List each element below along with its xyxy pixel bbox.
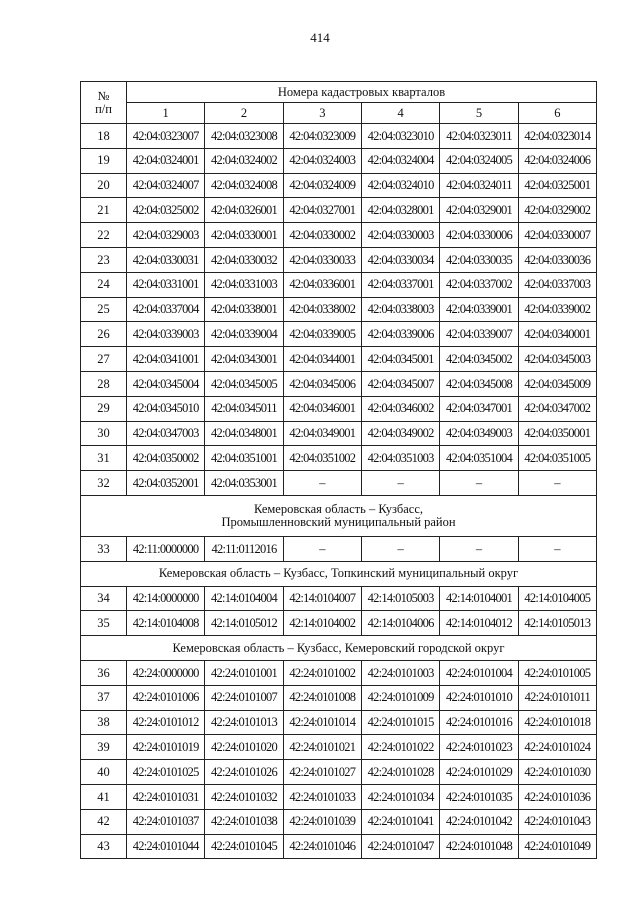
cadastral-quarter-cell: 42:04:0329002 <box>518 198 596 223</box>
cadastral-quarter-cell: 42:04:0345009 <box>518 371 596 396</box>
cadastral-quarter-cell: 42:14:0000000 <box>127 586 205 611</box>
cadastral-quarter-cell: 42:04:0345008 <box>440 371 518 396</box>
cadastral-quarter-cell: 42:04:0345003 <box>518 347 596 372</box>
cadastral-quarter-cell: 42:04:0337004 <box>127 297 205 322</box>
cadastral-quarter-cell: 42:04:0337003 <box>518 272 596 297</box>
cadastral-quarter-cell: 42:24:0101006 <box>127 685 205 710</box>
cadastral-quarter-cell: 42:24:0101029 <box>440 760 518 785</box>
row-number-cell: 25 <box>81 297 127 322</box>
cadastral-quarter-cell: 42:04:0323009 <box>283 124 361 149</box>
cadastral-quarter-cell: 42:04:0339005 <box>283 322 361 347</box>
cadastral-quarter-cell: 42:14:0105012 <box>205 611 283 636</box>
cadastral-quarter-cell: 42:24:0101019 <box>127 735 205 760</box>
cadastral-quarter-cell: 42:04:0351005 <box>518 446 596 471</box>
cadastral-quarter-cell: 42:04:0330003 <box>361 223 439 248</box>
cadastral-quarter-cell: 42:04:0337001 <box>361 272 439 297</box>
cadastral-quarter-cell: 42:04:0324004 <box>361 148 439 173</box>
cadastral-quarter-cell: 42:04:0341001 <box>127 347 205 372</box>
cadastral-quarter-cell: 42:04:0338001 <box>205 297 283 322</box>
cadastral-quarter-cell: 42:24:0101018 <box>518 710 596 735</box>
cadastral-quarter-cell: 42:04:0324011 <box>440 173 518 198</box>
cadastral-quarter-cell: 42:14:0104007 <box>283 586 361 611</box>
table-row <box>81 536 597 561</box>
cadastral-quarter-cell: 42:04:0330007 <box>518 223 596 248</box>
cadastral-quarter-cell: 42:14:0104008 <box>127 611 205 636</box>
cadastral-quarter-cell: 42:04:0345002 <box>440 347 518 372</box>
cadastral-quarter-cell: 42:04:0345006 <box>283 371 361 396</box>
cadastral-quarter-cell: 42:04:0324006 <box>518 148 596 173</box>
cadastral-quarter-cell: 42:04:0351001 <box>205 446 283 471</box>
cadastral-quarter-cell: 42:04:0345011 <box>205 396 283 421</box>
cadastral-quarter-cell: 42:04:0344001 <box>283 347 361 372</box>
cadastral-quarter-cell: 42:04:0331001 <box>127 272 205 297</box>
cadastral-quarter-cell: 42:04:0348001 <box>205 421 283 446</box>
cadastral-quarter-cell: 42:24:0101002 <box>283 660 361 685</box>
column-header: 6 <box>518 103 596 124</box>
cadastral-quarter-cell: 42:24:0101046 <box>283 834 361 859</box>
cadastral-quarter-cell: 42:04:0338003 <box>361 297 439 322</box>
row-number-cell: 27 <box>81 347 127 372</box>
cadastral-quarter-cell: 42:04:0330032 <box>205 247 283 272</box>
cadastral-quarter-cell: 42:04:0349002 <box>361 421 439 446</box>
cadastral-quarter-cell: 42:04:0346002 <box>361 396 439 421</box>
cadastral-quarter-cell: – <box>440 536 518 561</box>
cadastral-quarter-cell: 42:24:0101032 <box>205 784 283 809</box>
cadastral-quarter-cell: 42:04:0323007 <box>127 124 205 149</box>
cadastral-quarter-cell: 42:14:0105013 <box>518 611 596 636</box>
cadastral-quarter-cell: 42:14:0104012 <box>440 611 518 636</box>
cadastral-quarter-cell: 42:24:0101048 <box>440 834 518 859</box>
row-number-cell: 18 <box>81 124 127 149</box>
cadastral-quarter-cell: 42:24:0101047 <box>361 834 439 859</box>
table-row <box>81 471 597 496</box>
cadastral-quarter-cell: 42:04:0346001 <box>283 396 361 421</box>
cadastral-quarter-cell: 42:24:0101027 <box>283 760 361 785</box>
cadastral-quarter-cell: 42:24:0101014 <box>283 710 361 735</box>
section-promyshlennovsky <box>81 495 597 536</box>
table-row <box>81 124 597 149</box>
row-number-cell: 29 <box>81 396 127 421</box>
cadastral-quarter-cell: 42:24:0101020 <box>205 735 283 760</box>
section-header-row <box>81 561 597 586</box>
column-header: 2 <box>205 103 283 124</box>
cadastral-quarter-cell: 42:11:0000000 <box>127 536 205 561</box>
cadastral-quarter-cell: 42:04:0349003 <box>440 421 518 446</box>
cadastral-quarter-cell: 42:04:0324010 <box>361 173 439 198</box>
cadastral-quarter-cell: 42:04:0323014 <box>518 124 596 149</box>
cadastral-quarter-cell: 42:04:0345010 <box>127 396 205 421</box>
cadastral-quarter-cell: 42:04:0329001 <box>440 198 518 223</box>
row-number-cell: 26 <box>81 322 127 347</box>
cadastral-quarter-cell: 42:04:0330033 <box>283 247 361 272</box>
table-row <box>81 396 597 421</box>
row-number-cell: 20 <box>81 173 127 198</box>
section-topkinsky <box>81 561 597 586</box>
row-number-cell: 34 <box>81 586 127 611</box>
cadastral-quarter-cell: 42:24:0101011 <box>518 685 596 710</box>
row-number-cell: 36 <box>81 660 127 685</box>
cadastral-quarter-cell: 42:14:0104001 <box>440 586 518 611</box>
cadastral-quarter-cell: 42:04:0339004 <box>205 322 283 347</box>
table-row <box>81 247 597 272</box>
group-header: Номера кадастровых кварталов <box>127 82 597 103</box>
column-number-row <box>81 103 597 124</box>
cadastral-quarter-cell: 42:24:0101021 <box>283 735 361 760</box>
table-row <box>81 834 597 859</box>
cadastral-quarter-cell: 42:04:0324002 <box>205 148 283 173</box>
cadastral-quarter-cell: 42:24:0101025 <box>127 760 205 785</box>
cadastral-quarter-cell: 42:24:0101004 <box>440 660 518 685</box>
column-header: 4 <box>361 103 439 124</box>
cadastral-quarter-cell: 42:14:0104005 <box>518 586 596 611</box>
section-promyshlennovsky-line: Кемеровская область – Кузбасс, <box>253 502 424 517</box>
cadastral-quarter-cell: 42:04:0351003 <box>361 446 439 471</box>
cadastral-quarter-cell: 42:04:0343001 <box>205 347 283 372</box>
cadastral-quarter-cell: 42:04:0352001 <box>127 471 205 496</box>
cadastral-quarter-cell: 42:04:0329003 <box>127 223 205 248</box>
cadastral-quarter-cell: 42:24:0101023 <box>440 735 518 760</box>
cadastral-quarter-cell: 42:14:0104004 <box>205 586 283 611</box>
cadastral-quarter-cell: 42:04:0328001 <box>361 198 439 223</box>
cadastral-quarter-cell: 42:04:0325001 <box>518 173 596 198</box>
cadastral-quarter-cell: 42:04:0330031 <box>127 247 205 272</box>
cadastral-quarter-cell: 42:04:0351002 <box>283 446 361 471</box>
cadastral-quarter-cell: 42:04:0324005 <box>440 148 518 173</box>
cadastral-quarter-cell: 42:04:0323008 <box>205 124 283 149</box>
cadastral-quarter-cell: 42:14:0104002 <box>283 611 361 636</box>
cadastral-quarter-cell: 42:04:0347001 <box>440 396 518 421</box>
cadastral-quarter-cell: 42:24:0101007 <box>205 685 283 710</box>
row-number-header-line1: № <box>97 89 110 103</box>
cadastral-quarter-cell: 42:24:0101001 <box>205 660 283 685</box>
cadastral-quarter-cell: – <box>361 471 439 496</box>
cadastral-quarter-cell: – <box>361 536 439 561</box>
cadastral-quarter-cell: 42:24:0101022 <box>361 735 439 760</box>
table-row <box>81 272 597 297</box>
section-kemerovo-line: Кемеровская область – Кузбасс, Кемеровский городской округ <box>172 640 505 655</box>
table-row <box>81 223 597 248</box>
row-number-cell: 23 <box>81 247 127 272</box>
cadastral-quarter-cell: 42:04:0339001 <box>440 297 518 322</box>
cadastral-quarter-cell: 42:24:0101039 <box>283 809 361 834</box>
cadastral-quarter-cell: 42:24:0101028 <box>361 760 439 785</box>
cadastral-quarter-cell: 42:24:0101042 <box>440 809 518 834</box>
section-header-row <box>81 495 597 536</box>
row-number-cell: 42 <box>81 809 127 834</box>
cadastral-quarter-cell: 42:04:0345004 <box>127 371 205 396</box>
table-body <box>81 124 597 859</box>
table-row <box>81 760 597 785</box>
cadastral-quarter-cell: 42:04:0345001 <box>361 347 439 372</box>
cadastral-quarter-cell: 42:24:0101026 <box>205 760 283 785</box>
cadastral-quarter-cell: 42:04:0339003 <box>127 322 205 347</box>
table-row <box>81 784 597 809</box>
cadastral-quarter-cell: 42:24:0101016 <box>440 710 518 735</box>
cadastral-quarter-cell: 42:24:0101035 <box>440 784 518 809</box>
cadastral-quarter-cell: 42:04:0347003 <box>127 421 205 446</box>
cadastral-quarter-cell: 42:04:0345005 <box>205 371 283 396</box>
row-number-cell: 30 <box>81 421 127 446</box>
cadastral-quarter-cell: 42:04:0339002 <box>518 297 596 322</box>
row-number-cell: 22 <box>81 223 127 248</box>
cadastral-quarter-cell: 42:04:0353001 <box>205 471 283 496</box>
cadastral-quarter-cell: 42:11:0112016 <box>205 536 283 561</box>
cadastral-quarter-cell: 42:04:0330036 <box>518 247 596 272</box>
cadastral-quarter-cell: 42:24:0101043 <box>518 809 596 834</box>
section-topkinsky-line: Кемеровская область – Кузбасс, Топкинский муниципальный округ <box>158 566 519 581</box>
cadastral-quarter-cell: 42:04:0339006 <box>361 322 439 347</box>
cadastral-quarter-cell: 42:04:0338002 <box>283 297 361 322</box>
table-row <box>81 685 597 710</box>
table-row <box>81 710 597 735</box>
cadastral-quarter-cell: 42:24:0101036 <box>518 784 596 809</box>
table-row <box>81 371 597 396</box>
cadastral-quarter-cell: 42:24:0101030 <box>518 760 596 785</box>
section-header-row <box>81 636 597 661</box>
table-row <box>81 421 597 446</box>
section-kemerovo <box>81 636 597 661</box>
cadastral-quarter-cell: – <box>518 536 596 561</box>
cadastral-quarter-cell: 42:04:0347002 <box>518 396 596 421</box>
cadastral-quarter-cell: 42:14:0105003 <box>361 586 439 611</box>
row-number-header-line2: п/п <box>95 101 112 116</box>
column-header: 5 <box>440 103 518 124</box>
cadastral-quarter-cell: 42:04:0327001 <box>283 198 361 223</box>
cadastral-quarter-cell: 42:04:0324009 <box>283 173 361 198</box>
table-row <box>81 446 597 471</box>
cadastral-quarter-cell: 42:04:0330034 <box>361 247 439 272</box>
cadastral-quarters-table <box>80 81 597 859</box>
cadastral-quarter-cell: – <box>440 471 518 496</box>
cadastral-quarter-cell: 42:24:0101033 <box>283 784 361 809</box>
cadastral-quarter-cell: 42:04:0339007 <box>440 322 518 347</box>
cadastral-quarter-cell: 42:04:0323011 <box>440 124 518 149</box>
cadastral-quarter-cell: 42:24:0101024 <box>518 735 596 760</box>
cadastral-quarter-cell: 42:04:0331003 <box>205 272 283 297</box>
cadastral-quarter-cell: 42:04:0324003 <box>283 148 361 173</box>
column-header: 3 <box>283 103 361 124</box>
cadastral-quarter-cell: 42:24:0000000 <box>127 660 205 685</box>
cadastral-quarter-cell: 42:24:0101049 <box>518 834 596 859</box>
row-number-cell: 43 <box>81 834 127 859</box>
row-number-cell: 40 <box>81 760 127 785</box>
row-number-cell: 19 <box>81 148 127 173</box>
cadastral-quarter-cell: 42:04:0330006 <box>440 223 518 248</box>
table-row <box>81 660 597 685</box>
cadastral-quarter-cell: 42:04:0350001 <box>518 421 596 446</box>
row-number-header <box>81 82 127 124</box>
table-row <box>81 148 597 173</box>
cadastral-quarter-cell: 42:04:0326001 <box>205 198 283 223</box>
cadastral-quarter-cell: 42:24:0101005 <box>518 660 596 685</box>
cadastral-quarter-cell: 42:24:0101038 <box>205 809 283 834</box>
cadastral-quarter-cell: 42:24:0101013 <box>205 710 283 735</box>
cadastral-quarter-cell: 42:24:0101041 <box>361 809 439 834</box>
cadastral-quarter-cell: 42:04:0345007 <box>361 371 439 396</box>
cadastral-quarter-cell: – <box>283 536 361 561</box>
table-row <box>81 347 597 372</box>
cadastral-quarter-cell: 42:04:0323010 <box>361 124 439 149</box>
cadastral-quarter-cell: 42:24:0101037 <box>127 809 205 834</box>
table-row <box>81 735 597 760</box>
row-number-cell: 33 <box>81 536 127 561</box>
cadastral-quarter-cell: 42:24:0101015 <box>361 710 439 735</box>
cadastral-quarter-cell: 42:24:0101012 <box>127 710 205 735</box>
cadastral-quarter-cell: 42:14:0104006 <box>361 611 439 636</box>
row-number-cell: 38 <box>81 710 127 735</box>
cadastral-quarter-cell: 42:24:0101045 <box>205 834 283 859</box>
cadastral-quarter-cell: 42:04:0324007 <box>127 173 205 198</box>
row-number-cell: 39 <box>81 735 127 760</box>
row-number-cell: 32 <box>81 471 127 496</box>
cadastral-quarter-cell: 42:04:0330035 <box>440 247 518 272</box>
table-row <box>81 173 597 198</box>
table-row <box>81 809 597 834</box>
cadastral-quarter-cell: 42:04:0340001 <box>518 322 596 347</box>
cadastral-quarter-cell: 42:04:0330002 <box>283 223 361 248</box>
cadastral-quarter-cell: 42:04:0351004 <box>440 446 518 471</box>
cadastral-quarter-cell: 42:04:0325002 <box>127 198 205 223</box>
row-number-cell: 21 <box>81 198 127 223</box>
table-row <box>81 297 597 322</box>
cadastral-quarter-cell: 42:04:0324008 <box>205 173 283 198</box>
row-number-cell: 41 <box>81 784 127 809</box>
cadastral-quarter-cell: 42:24:0101044 <box>127 834 205 859</box>
table-header-row <box>81 82 597 103</box>
table-row <box>81 322 597 347</box>
row-number-cell: 31 <box>81 446 127 471</box>
cadastral-quarter-cell: 42:04:0350002 <box>127 446 205 471</box>
table-row <box>81 198 597 223</box>
section-promyshlennovsky-line: Промышленновский муниципальный район <box>221 514 456 529</box>
row-number-cell: 24 <box>81 272 127 297</box>
cadastral-quarter-cell: 42:24:0101003 <box>361 660 439 685</box>
cadastral-quarter-cell: 42:24:0101034 <box>361 784 439 809</box>
cadastral-quarter-cell: 42:04:0349001 <box>283 421 361 446</box>
cadastral-quarter-cell: 42:24:0101009 <box>361 685 439 710</box>
table-row <box>81 586 597 611</box>
column-header: 1 <box>127 103 205 124</box>
cadastral-quarter-cell: – <box>283 471 361 496</box>
cadastral-quarter-cell: 42:24:0101008 <box>283 685 361 710</box>
cadastral-quarter-cell: 42:04:0337002 <box>440 272 518 297</box>
row-number-cell: 35 <box>81 611 127 636</box>
cadastral-quarter-cell: – <box>518 471 596 496</box>
cadastral-quarter-cell: 42:24:0101031 <box>127 784 205 809</box>
cadastral-quarter-cell: 42:04:0336001 <box>283 272 361 297</box>
row-number-cell: 37 <box>81 685 127 710</box>
cadastral-quarter-cell: 42:24:0101010 <box>440 685 518 710</box>
table-row <box>81 611 597 636</box>
cadastral-quarter-cell: 42:04:0324001 <box>127 148 205 173</box>
row-number-cell: 28 <box>81 371 127 396</box>
cadastral-quarter-cell: 42:04:0330001 <box>205 223 283 248</box>
page-number: 414 <box>310 30 330 45</box>
